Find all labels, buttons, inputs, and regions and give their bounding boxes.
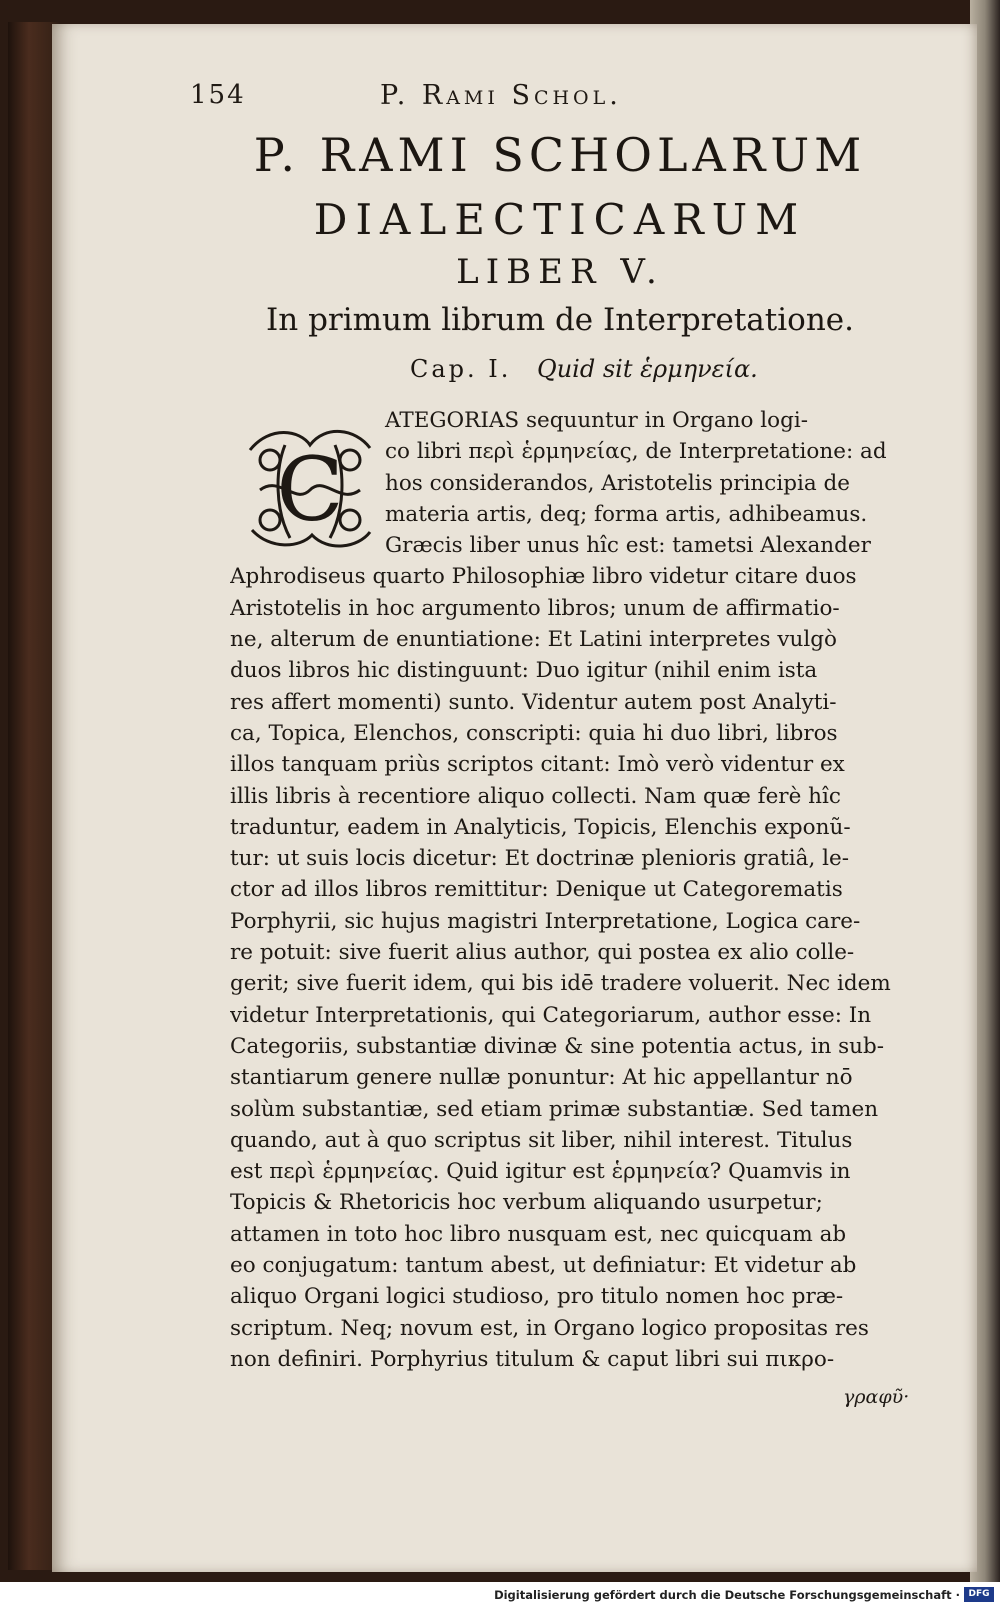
body-line: solùm substantiæ, sed etiam primæ substantiæ. Sed tamen: [230, 1096, 879, 1122]
body-line: Categoriis, substantiæ divinæ & sine potentia actus, in sub-: [230, 1033, 885, 1059]
body-line: Aristotelis in hoc argumento libros; unum de affirmatio-: [230, 595, 840, 621]
body-line: traduntur, eadem in Analyticis, Topicis, Elenchis exponũ-: [230, 814, 851, 840]
subtitle: In primum librum de Interpretatione.: [266, 302, 854, 338]
body-line: illos tanquam priùs scriptos citant: Imò verò videntur ex: [230, 752, 845, 778]
page-number: 154: [190, 80, 246, 110]
body-line: attamen in toto hoc libro nusquam est, nec quicquam ab: [230, 1221, 847, 1247]
body-text: [230, 405, 930, 1375]
body-line: Topicis & Rhetoricis hoc verbum aliquando usurpetur;: [230, 1190, 823, 1216]
body-line: aliquo Organi logici studioso, pro titulo nomen hoc præ-: [230, 1284, 844, 1310]
body-line: re potuit: sive fuerit alius author, qui postea ex alio colle-: [230, 940, 855, 966]
body-line: ctor ad illos libros remittitur: Denique ut Categorematis: [230, 877, 843, 903]
running-head: [190, 80, 910, 120]
body-line: videtur Interpretationis, qui Categoriarum, author esse: In: [230, 1002, 872, 1028]
body-line: duos libros hic distinguunt: Duo igitur (nihil enim ista: [230, 658, 818, 684]
body-line: eo conjugatum: tantum abest, ut definiatur: Et videtur ab: [230, 1253, 857, 1279]
body-line: gerit; sive fuerit idem, qui bis idē tradere voluerit. Nec idem: [230, 971, 891, 997]
body-line: ATEGORIAS sequuntur in Organo logi-: [385, 408, 809, 433]
body-line: ca, Topica, Elenchos, conscripti: quia hi duo libri, libros: [230, 720, 838, 746]
dfg-logo: DFG: [964, 1587, 994, 1602]
digitization-footer: [0, 1584, 1000, 1606]
title-line-2: DIALECTICARUM: [313, 195, 807, 244]
running-title: P. Rami Schol.: [380, 80, 622, 111]
initial-letter: C: [276, 438, 344, 541]
catchword: γραφῦ·: [843, 1386, 910, 1408]
body-line: Græcis liber unus hîc est: tametsi Alexander: [385, 533, 871, 559]
body-line: res affert momenti) sunto. Videntur autem post Analyti-: [230, 689, 837, 715]
body-line: non definiri. Porphyrius titulum & caput libri sui πικρο-: [230, 1346, 835, 1372]
body-line: stantiarum genere nullæ ponuntur: At hic appellantur nō: [230, 1065, 853, 1091]
chapter-question: Quid sit ἑρμηνεία.: [537, 355, 758, 383]
funding-credit: Digitalisierung gefördert durch die Deutsche Forschungsgemeinschaft ·: [494, 1588, 960, 1602]
body-line: quando, aut à quo scriptus sit liber, nihil interest. Titulus: [230, 1127, 853, 1153]
body-line: materia artis, deq; forma artis, adhibeamus.: [385, 501, 868, 527]
body-line: est περὶ ἑρμηνείας. Quid igitur est ἑρμηνεία? Quamvis in: [230, 1159, 851, 1185]
body-line: Aphrodiseus quarto Philosophiæ libro videtur citare duos: [230, 564, 857, 590]
body-line: hos considerandos, Aristotelis principia de: [385, 470, 850, 496]
chapter-label: Cap. I.: [410, 355, 512, 383]
title-line-1: P. RAMI SCHOLARUM: [253, 128, 867, 182]
body-line: co libri περὶ ἑρμηνείας, de Interpretatione: ad: [385, 439, 887, 465]
body-line: ne, alterum de enuntiatione: Et Latini interpretes vulgò: [230, 627, 837, 653]
body-line: tur: ut suis locis dicetur: Et doctrinæ plenioris gratiâ, le-: [230, 846, 850, 872]
body-line: scriptum. Neq; novum est, in Organo logico propositas res: [230, 1315, 869, 1341]
body-line: illis libris à recentiore aliquo collecti. Nam quæ ferè hîc: [230, 783, 841, 809]
title-line-3: LIBER V.: [456, 252, 664, 292]
chapter-heading: [410, 355, 810, 383]
body-line: Porphyrii, sic hujus magistri Interpretatione, Logica care-: [230, 908, 861, 934]
